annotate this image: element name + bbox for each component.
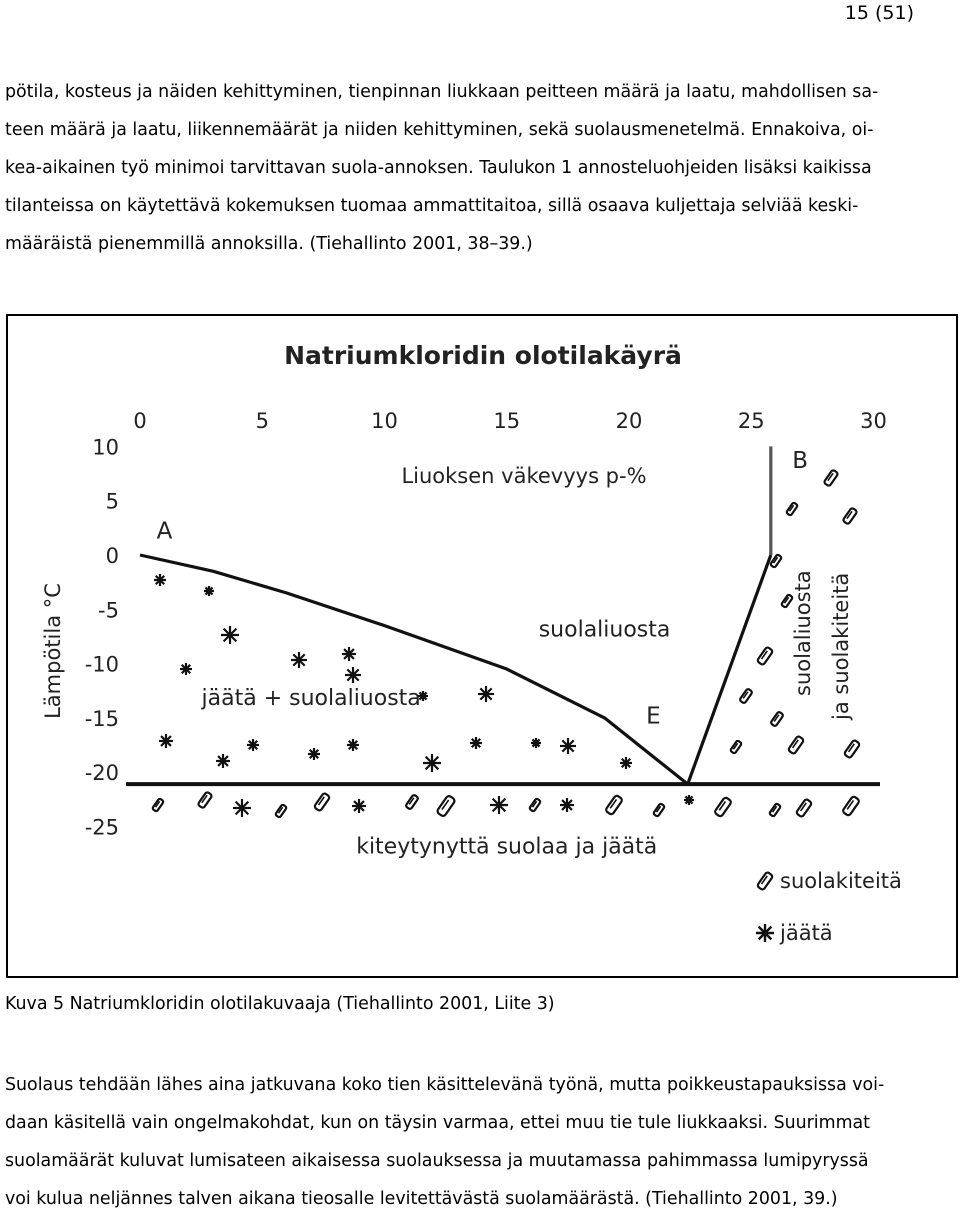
salt-crystal-symbol	[605, 795, 623, 816]
region-labels	[201, 617, 671, 859]
salt-crystal-symbol	[788, 736, 804, 755]
salt-crystal-symbol	[436, 795, 455, 817]
y-tick-label: 10	[92, 435, 119, 460]
page-number: 15 (51)	[844, 2, 914, 24]
ice-symbol	[352, 799, 366, 813]
ice-symbol	[470, 737, 482, 749]
ice-symbol	[180, 663, 192, 675]
salt-crystal-symbol	[730, 740, 742, 754]
paragraph-line: voi kulua neljännes talven aikana tieosalle levitettävästä suolamäärästä. (Tiehallinto 2001, 39.)	[5, 1189, 838, 1209]
ice-symbol	[216, 754, 230, 768]
ice-symbol	[204, 586, 214, 596]
ice-symbol	[291, 652, 307, 668]
y-tick-labels	[85, 435, 119, 839]
salt-crystal-symbol	[275, 804, 287, 818]
ice-symbol	[345, 667, 361, 683]
region-label: jäätä + suolaliuosta	[201, 685, 421, 711]
y-tick-label: -20	[84, 761, 119, 786]
paragraph-salting	[5, 1066, 955, 1218]
point-label: B	[792, 448, 809, 475]
x-tick-labels	[133, 409, 887, 433]
paragraph-line: suolamäärät kuluvat lumisateen aikaisessa suolauksessa ja muutamassa pahimmassa lumipyryssä	[5, 1151, 869, 1171]
paragraph-line: kea-aikainen työ minimoi tarvittavan suola-annoksen. Taulukon 1 annosteluohjeiden lisäksi kaikissa	[5, 158, 872, 178]
salt-crystal-symbol	[405, 794, 418, 809]
boundary-line-0	[140, 555, 688, 784]
salt-crystal-symbol	[770, 711, 783, 726]
point-label: A	[156, 518, 173, 545]
ice-symbol	[560, 798, 574, 812]
phase-diagram-figure	[6, 314, 958, 978]
ice-symbol	[684, 795, 694, 805]
salt-crystal-symbol	[824, 469, 839, 486]
salt-crystal-symbol	[314, 793, 330, 812]
ice-symbol	[478, 686, 494, 702]
x-tick-label: 20	[615, 409, 643, 433]
salt-crystal-symbol	[796, 799, 812, 818]
ice-symbol	[233, 799, 251, 817]
x-axis-label: Liuoksen väkevyys p-%	[401, 464, 647, 488]
legend-label: suolakiteitä	[780, 869, 902, 893]
ice-symbol	[221, 626, 239, 644]
paragraph-line: teen määrä ja laatu, liikennemäärät ja niiden kehittyminen, sekä suolausmenetelmä. Ennakoiva, oi-	[5, 120, 874, 140]
ice-symbol	[423, 754, 441, 772]
ice-symbol	[620, 757, 632, 769]
salt-crystal-symbol	[653, 803, 665, 817]
paragraph-line: daan käsitellä vain ongelmakohdat, kun on täysin varmaa, ettei muu tie tule liukkaaksi. Suurimmat	[5, 1113, 870, 1133]
paragraph-line: tilanteissa on käytettävä kokemuksen tuomaa ammattitaitoa, sillä osaava kuljettaja selviää keski-	[5, 196, 859, 216]
paragraph-line: määräistä pienemmillä annoksilla. (Tiehallinto 2001, 38–39.)	[5, 234, 533, 254]
x-tick-label: 0	[133, 409, 147, 433]
salt-crystal-symbol	[842, 796, 860, 817]
paragraph-intro	[5, 73, 955, 263]
ice-symbol	[308, 748, 320, 760]
region-label: suolaliuosta	[538, 617, 671, 643]
figure-caption: Kuva 5 Natriumkloridin olotilakuvaaja (Tiehallinto 2001, Liite 3)	[5, 994, 555, 1014]
point-label: E	[646, 703, 661, 730]
legend-ice-icon	[756, 924, 774, 942]
chart-title: Natriumkloridin olotilakäyrä	[284, 341, 682, 370]
ice-symbol	[531, 738, 541, 748]
salt-crystal-symbol	[843, 507, 858, 524]
paragraph-line: Suolaus tehdään lähes aina jatkuvana koko tien käsittelevänä työnä, mutta poikkeustapauksissa voi-	[5, 1075, 885, 1095]
ice-symbol	[490, 796, 508, 814]
ice-symbol	[560, 738, 576, 754]
salt-crystal-symbol	[786, 502, 798, 516]
x-tick-label: 30	[860, 409, 887, 433]
salt-crystal-symbol	[152, 798, 164, 812]
x-tick-label: 10	[371, 409, 398, 433]
ice-symbol	[347, 739, 359, 751]
ice-symbol	[154, 574, 166, 586]
y-tick-label: -5	[98, 598, 119, 623]
legend-label: jäätä	[780, 921, 833, 945]
ice-symbol	[342, 647, 356, 661]
phase-symbols	[152, 469, 860, 817]
chart-legend	[756, 869, 902, 945]
salt-crystal-symbol	[844, 740, 860, 759]
phase-boundary-lines	[126, 446, 880, 784]
ice-symbol	[247, 739, 259, 751]
y-tick-label: 0	[105, 544, 119, 568]
salt-crystal-symbol	[529, 798, 541, 812]
y-axis-label: Lämpötila °C	[41, 583, 65, 719]
y-tick-label: -15	[84, 706, 119, 731]
salt-crystal-symbol	[757, 647, 773, 666]
phase-diagram-chart	[8, 316, 956, 976]
x-tick-label: 5	[255, 409, 269, 433]
salt-crystal-symbol	[769, 803, 781, 817]
x-tick-label: 15	[493, 409, 521, 433]
y-tick-label: -25	[84, 815, 119, 840]
vertical-label-solution: suolaliuosta	[791, 570, 815, 696]
legend-crystal-icon	[757, 872, 773, 891]
ice-symbol	[159, 734, 173, 748]
y-tick-label: 5	[105, 489, 119, 514]
salt-crystal-symbol	[739, 688, 752, 703]
boundary-line-1	[688, 555, 771, 784]
salt-crystal-symbol	[198, 791, 213, 808]
y-tick-label: -10	[84, 652, 119, 677]
region-label: kiteytynyttä suolaa ja jäätä	[356, 834, 658, 860]
x-tick-label: 25	[737, 409, 765, 433]
salt-crystal-symbol	[714, 797, 732, 818]
paragraph-line: pötila, kosteus ja näiden kehittyminen, tienpinnan liukkaan peitteen määrä ja laatu, mahdollisen sa-	[5, 82, 879, 102]
vertical-label-crystals: ja suolakiteitä	[829, 572, 853, 720]
